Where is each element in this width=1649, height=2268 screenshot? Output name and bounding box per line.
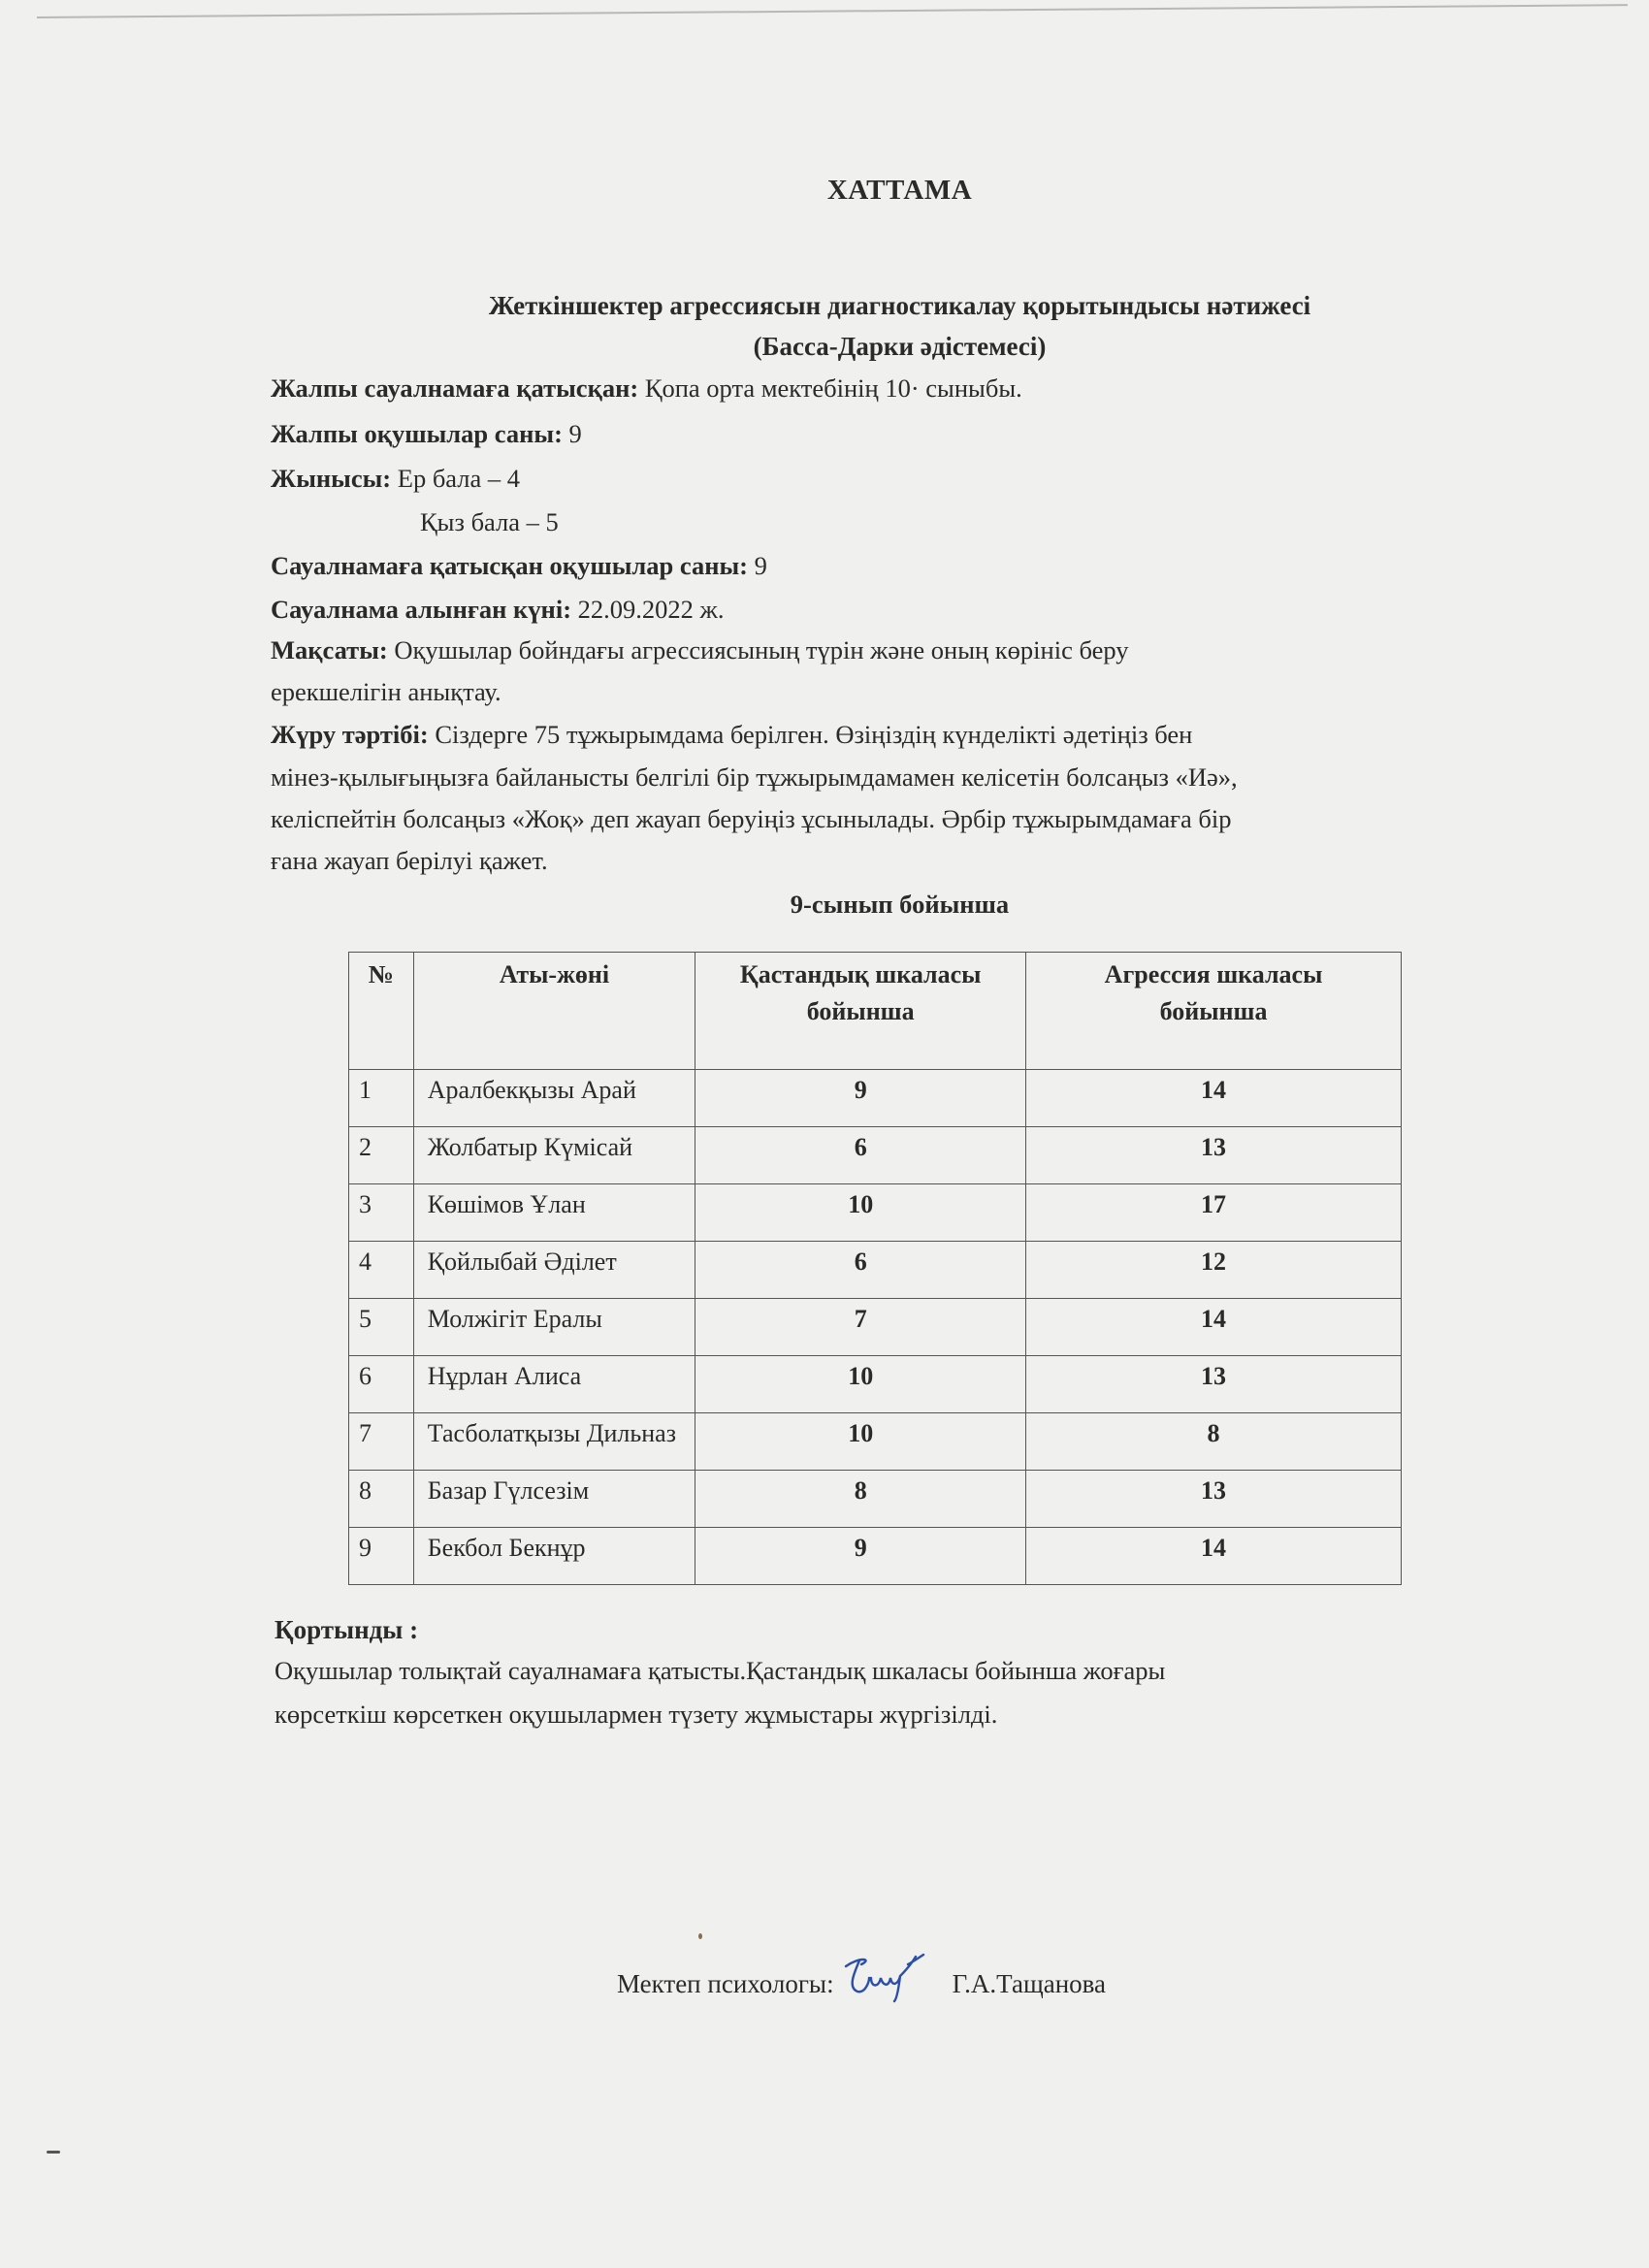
procedure-text-2: мінез-қылығыңызға байланысты белгілі бір тұжырымдамамен келісетін болсаңыз «Иә», bbox=[271, 762, 1238, 792]
cell-aggression: 8 bbox=[1026, 1413, 1402, 1471]
participants-value: Қопа орта мектебінің 10· сыныбы. bbox=[644, 373, 1022, 403]
cell-no: 5 bbox=[349, 1299, 414, 1356]
cell-aggression: 13 bbox=[1026, 1471, 1402, 1528]
procedure-text-4: ғана жауап берілуі қажет. bbox=[271, 846, 548, 875]
table-row bbox=[349, 1242, 1402, 1299]
cell-hostility: 9 bbox=[695, 1528, 1026, 1585]
cell-name: Көшімов Ұлан bbox=[413, 1184, 695, 1242]
cell-name: Қойлыбай Әділет bbox=[413, 1242, 695, 1299]
cell-aggression: 12 bbox=[1026, 1242, 1402, 1299]
procedure-label: Жүру тәртібі: bbox=[271, 720, 429, 749]
header-aggression: Агрессия шкаласы бойынша bbox=[1026, 953, 1402, 1070]
cell-aggression: 14 bbox=[1026, 1528, 1402, 1585]
table-row bbox=[349, 1070, 1402, 1127]
participants-line bbox=[271, 373, 1022, 404]
procedure-text: Сіздерге 75 тұжырымдама берілген. Өзіңіздің күнделікті әдетіңіз бен bbox=[435, 720, 1193, 749]
cell-name: Молжігіт Ералы bbox=[413, 1299, 695, 1356]
header-no: № bbox=[349, 953, 414, 1070]
table-row bbox=[349, 1471, 1402, 1528]
cell-hostility: 6 bbox=[695, 1242, 1026, 1299]
cell-hostility: 9 bbox=[695, 1070, 1026, 1127]
cell-aggression: 14 bbox=[1026, 1299, 1402, 1356]
cell-aggression: 13 bbox=[1026, 1356, 1402, 1413]
cell-name: Бекбол Бекнұр bbox=[413, 1528, 695, 1585]
table-section-title: 9-сынып бойынша bbox=[790, 890, 1010, 919]
conclusion-label: Қортынды : bbox=[275, 1615, 419, 1644]
cell-no: 4 bbox=[349, 1242, 414, 1299]
total-students-value: 9 bbox=[568, 419, 582, 448]
cell-no: 2 bbox=[349, 1127, 414, 1184]
table-header-row bbox=[349, 953, 1402, 1070]
date-value: 22.09.2022 ж. bbox=[577, 595, 725, 624]
participants-label: Жалпы сауалнамаға қатысқан: bbox=[271, 373, 639, 403]
cell-hostility: 10 bbox=[695, 1356, 1026, 1413]
table-row bbox=[349, 1356, 1402, 1413]
cell-no: 1 bbox=[349, 1070, 414, 1127]
total-students-label: Жалпы оқушылар саны: bbox=[271, 419, 563, 448]
goal-line bbox=[271, 635, 1129, 665]
handwritten-signature-icon bbox=[840, 1949, 947, 2003]
surveyed-label: Сауалнамаға қатысқан оқушылар саны: bbox=[271, 551, 748, 580]
cell-hostility: 10 bbox=[695, 1184, 1026, 1242]
signature-role: Мектеп психологы: bbox=[617, 1969, 834, 1998]
document-title: ХАТТАМА bbox=[826, 175, 973, 206]
table-row bbox=[349, 1184, 1402, 1242]
cell-hostility: 7 bbox=[695, 1299, 1026, 1356]
cell-name: Жолбатыр Күмісай bbox=[413, 1127, 695, 1184]
gender-boys: Ер бала – 4 bbox=[397, 464, 521, 493]
cell-name: Аралбекқызы Арай bbox=[413, 1070, 695, 1127]
cell-name: Базар Гүлсезім bbox=[413, 1471, 695, 1528]
cell-aggression: 13 bbox=[1026, 1127, 1402, 1184]
cell-hostility: 8 bbox=[695, 1471, 1026, 1528]
conclusion-text-2: көрсеткіш көрсеткен оқушылармен түзету жұмыстары жүргізілді. bbox=[275, 1700, 998, 1729]
document-method: (Басса-Дарки әдістемесі) bbox=[753, 332, 1047, 361]
gender-girls: Қыз бала – 5 bbox=[420, 507, 559, 536]
procedure-line bbox=[271, 720, 1192, 750]
total-students-line bbox=[271, 419, 582, 449]
cell-aggression: 17 bbox=[1026, 1184, 1402, 1242]
table-body bbox=[349, 1070, 1402, 1585]
cell-no: 3 bbox=[349, 1184, 414, 1242]
scan-speck bbox=[698, 1933, 702, 1939]
results-table bbox=[348, 952, 1402, 1585]
table-row bbox=[349, 1127, 1402, 1184]
gender-label: Жынысы: bbox=[271, 464, 392, 493]
date-line bbox=[271, 595, 724, 625]
cell-no: 9 bbox=[349, 1528, 414, 1585]
table-row bbox=[349, 1413, 1402, 1471]
signature-name: Г.А.Тащанова bbox=[952, 1969, 1107, 1998]
date-label: Сауалнама алынған күні: bbox=[271, 595, 572, 624]
document-subtitle: Жеткіншектер агрессиясын диагностикалау қорытындысы нәтижесі bbox=[488, 291, 1311, 320]
cell-name: Нұрлан Алиса bbox=[413, 1356, 695, 1413]
cell-no: 6 bbox=[349, 1356, 414, 1413]
cell-name: Тасболатқызы Дильназ bbox=[413, 1413, 695, 1471]
table-row bbox=[349, 1528, 1402, 1585]
gender-line bbox=[271, 464, 520, 494]
surveyed-line bbox=[271, 551, 767, 581]
surveyed-value: 9 bbox=[754, 551, 767, 580]
scan-mark bbox=[47, 2151, 60, 2154]
scan-edge-line bbox=[37, 4, 1628, 18]
cell-aggression: 14 bbox=[1026, 1070, 1402, 1127]
cell-no: 8 bbox=[349, 1471, 414, 1528]
cell-no: 7 bbox=[349, 1413, 414, 1471]
procedure-text-3: келіспейтін болсаңыз «Жоқ» деп жауап беруіңіз ұсынылады. Әрбір тұжырымдамаға бір bbox=[271, 804, 1232, 833]
header-name: Аты-жөні bbox=[413, 953, 695, 1070]
header-hostility: Қастандық шкаласы бойынша bbox=[695, 953, 1026, 1070]
cell-hostility: 10 bbox=[695, 1413, 1026, 1471]
conclusion-text-1: Оқушылар толықтай сауалнамаға қатысты.Қастандық шкаласы бойынша жоғары bbox=[275, 1656, 1166, 1685]
table-row bbox=[349, 1299, 1402, 1356]
goal-label: Мақсаты: bbox=[271, 635, 388, 664]
goal-value-cont: ерекшелігін анықтау. bbox=[271, 677, 501, 706]
signature-block bbox=[617, 1945, 1106, 1999]
goal-value: Оқушылар бойндағы агрессиясының түрін және оның көрініс беру bbox=[394, 635, 1129, 664]
cell-hostility: 6 bbox=[695, 1127, 1026, 1184]
